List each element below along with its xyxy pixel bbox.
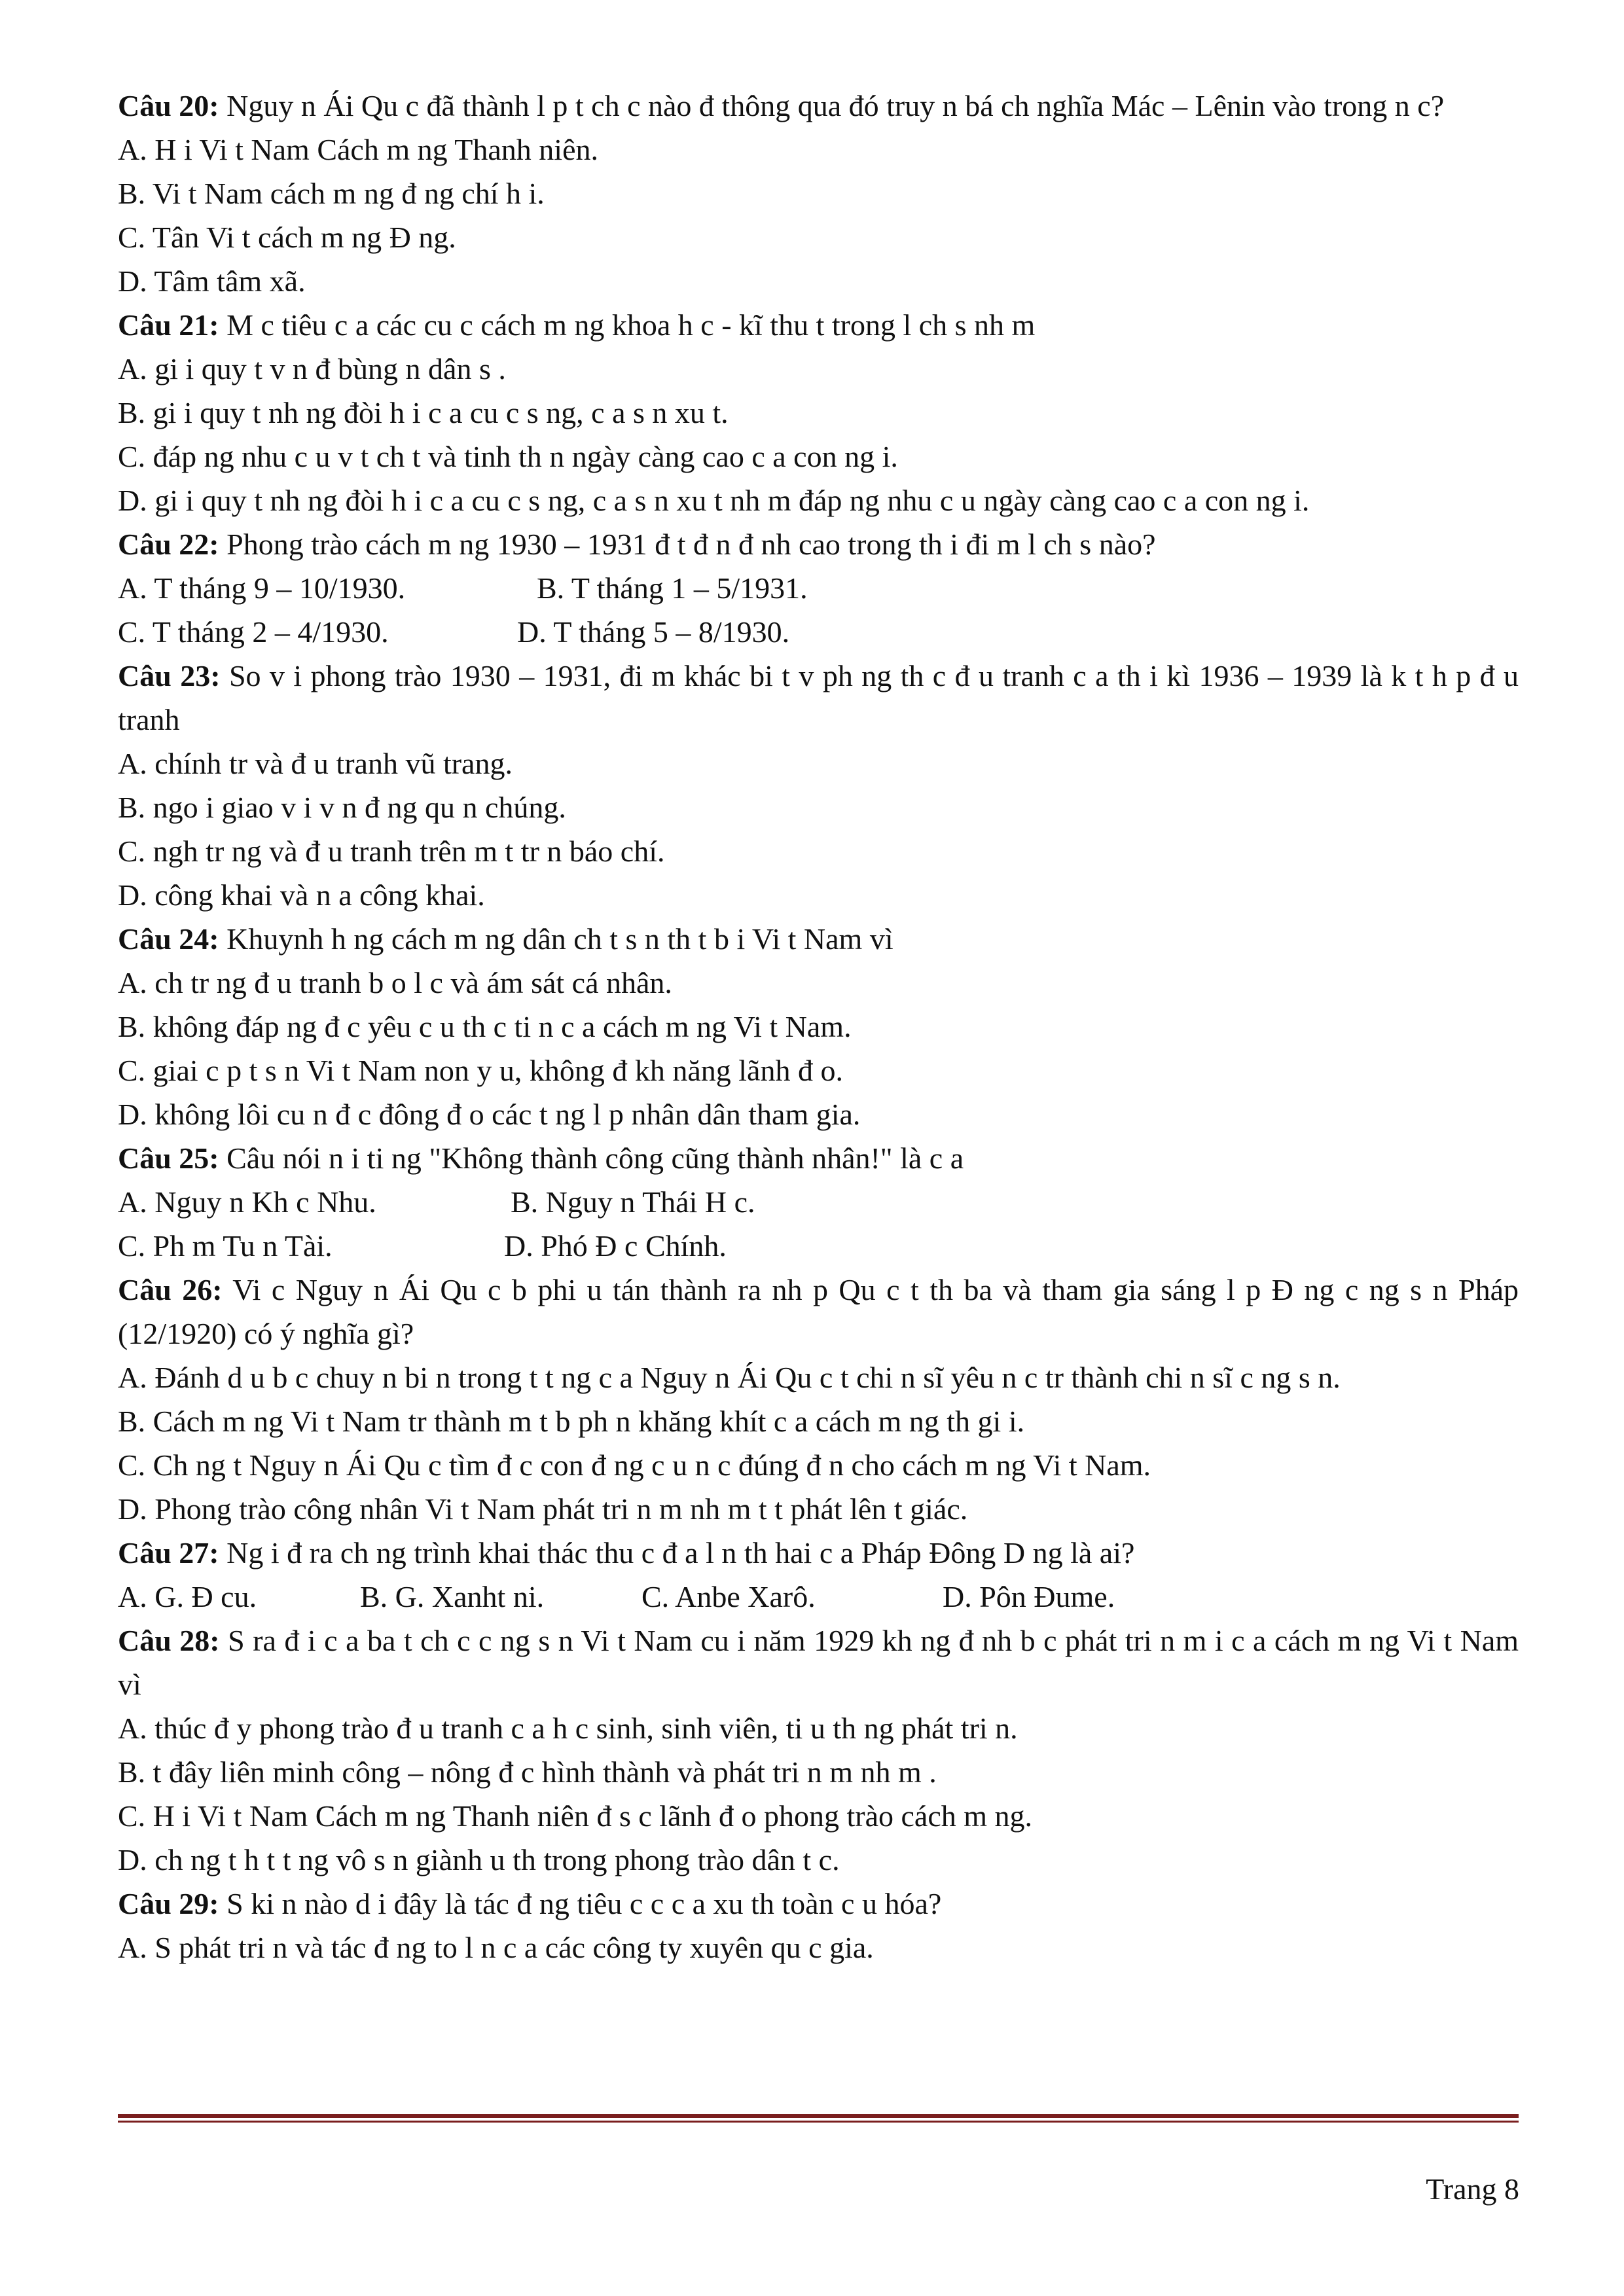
option-row [118,1224,1519,1268]
question-number: Câu 25: [118,1141,219,1175]
option-b: B. Vi t Nam cách m ng đ ng chí h i. [118,177,545,210]
page-number: Trang 8 [1426,2172,1519,2206]
option-row [118,610,1519,654]
option-c: C. Ch ng t Nguy n Ái Qu c tìm đ c con đ ng c u n c đúng đ n cho cách m ng Vi t Nam. [118,1448,1151,1482]
option-row [118,566,1519,610]
question-23 [118,654,1519,917]
option-d: D. công khai và n a công khai. [118,878,485,912]
question-number: Câu 27: [118,1536,219,1570]
question-number: Câu 22: [118,528,219,561]
question-29 [118,1882,1519,1969]
question-text: Vi c Nguy n Ái Qu c b phi u tán thành ra nh p Qu c t th ba và tham gia sáng l p Đ ng c ng s n Pháp (12/1920) có ý nghĩa gì? [118,1273,1519,1350]
option-c: C. Ph m Tu n Tài. [118,1229,333,1263]
question-text: S ki n nào d i đây là tác đ ng tiêu c c c a xu th toàn c u hóa? [226,1887,942,1920]
option-row [118,1180,1519,1224]
question-text: So v i phong trào 1930 – 1931, đi m khác bi t v ph ng th c đ u tranh c a th i kì 1936 – 1939 là k t h p đ u tranh [118,659,1519,736]
option-d: D. T tháng 5 – 8/1930. [517,615,790,649]
option-a: A. Nguy n Kh c Nhu. [118,1185,376,1219]
question-25 [118,1136,1519,1268]
option-d: D. Tâm tâm xã. [118,264,306,298]
option-a: A. thúc đ y phong trào đ u tranh c a h c sinh, sinh viên, ti u th ng phát tri n. [118,1712,1018,1745]
question-list [118,84,1519,1969]
option-b: B. ngo i giao v i v n đ ng qu n chúng. [118,791,566,824]
question-text: Khuynh h ng cách m ng dân ch t s n th t b i Vi t Nam vì [226,922,893,956]
question-21 [118,303,1519,522]
question-number: Câu 20: [118,89,219,122]
option-b: B. không đáp ng đ c yêu c u th c ti n c a cách m ng Vi t Nam. [118,1010,852,1043]
option-b: B. Nguy n Thái H c. [511,1185,755,1219]
option-c: C. giai c p t s n Vi t Nam non y u, không đ kh năng lãnh đ o. [118,1054,843,1087]
option-a: A. chính tr và đ u tranh vũ trang. [118,747,513,780]
option-b: B. t đây liên minh công – nông đ c hình thành và phát tri n m nh m . [118,1755,937,1789]
footer-rule-thick [118,2114,1519,2118]
option-d: D. Phong trào công nhân Vi t Nam phát tri n m nh m t t phát lên t giác. [118,1492,968,1526]
option-d: D. Phó Đ c Chính. [504,1229,727,1263]
option-a: A. G. Đ cu. [118,1580,257,1613]
option-a: A. S phát tri n và tác đ ng to l n c a các công ty xuyên qu c gia. [118,1931,874,1964]
option-c: C. đáp ng nhu c u v t ch t và tinh th n ngày càng cao c a con ng i. [118,440,898,473]
question-number: Câu 23: [118,659,221,692]
option-b: B. G. Xanht ni. [360,1580,545,1613]
question-28 [118,1619,1519,1882]
question-22 [118,522,1519,654]
option-a: A. T tháng 9 – 10/1930. [118,571,406,605]
question-24 [118,917,1519,1136]
option-d: D. gi i quy t nh ng đòi h i c a cu c s ng, c a s n xu t nh m đáp ng nhu c u ngày càng cao c a con ng i. [118,484,1310,517]
question-20 [118,84,1519,303]
option-a: A. ch tr ng đ u tranh b o l c và ám sát cá nhân. [118,966,672,999]
option-a: A. Đánh d u b c chuy n bi n trong t t ng c a Nguy n Ái Qu c t chi n sĩ yêu n c tr thành chi n sĩ c ng s n. [118,1361,1341,1394]
option-a: A. gi i quy t v n đ bùng n dân s . [118,352,506,386]
question-text: M c tiêu c a các cu c cách m ng khoa h c - kĩ thu t trong l ch s nh m [226,308,1036,342]
option-b: B. gi i quy t nh ng đòi h i c a cu c s ng, c a s n xu t. [118,396,729,429]
footer-rule-thin [118,2121,1519,2123]
option-d: D. ch ng t h t t ng vô s n giành u th trong phong trào dân t c. [118,1843,840,1876]
option-b: B. T tháng 1 – 5/1931. [537,571,808,605]
question-number: Câu 28: [118,1624,220,1657]
option-c: C. ngh tr ng và đ u tranh trên m t tr n báo chí. [118,834,665,868]
question-text: Ng i đ ra ch ng trình khai thác thu c đ a l n th hai c a Pháp Đông D ng là ai? [226,1536,1135,1570]
question-26 [118,1268,1519,1531]
option-d: D. Pôn Đume. [943,1580,1115,1613]
option-c: C. Anbe Xarô. [641,1580,816,1613]
question-text: Phong trào cách m ng 1930 – 1931 đ t đ n đ nh cao trong th i đi m l ch s nào? [226,528,1156,561]
question-number: Câu 21: [118,308,219,342]
question-number: Câu 29: [118,1887,219,1920]
question-number: Câu 26: [118,1273,223,1306]
option-row [118,1575,1519,1619]
option-c: C. H i Vi t Nam Cách m ng Thanh niên đ s c lãnh đ o phong trào cách m ng. [118,1799,1033,1833]
option-c: C. T tháng 2 – 4/1930. [118,615,389,649]
option-a: A. H i Vi t Nam Cách m ng Thanh niên. [118,133,599,166]
question-27 [118,1531,1519,1619]
question-number: Câu 24: [118,922,219,956]
option-b: B. Cách m ng Vi t Nam tr thành m t b ph n khăng khít c a cách m ng th gi i. [118,1405,1025,1438]
option-c: C. Tân Vi t cách m ng Đ ng. [118,221,456,254]
question-text: Nguy n Ái Qu c đã thành l p t ch c nào đ thông qua đó truy n bá ch nghĩa Mác – Lênin vào trong n c? [226,89,1445,122]
question-text: Câu nói n i ti ng "Không thành công cũng thành nhân!" là c a [226,1141,964,1175]
question-text: S ra đ i c a ba t ch c c ng s n Vi t Nam cu i năm 1929 kh ng đ nh b c phát tri n m i c a cách m ng Vi t Nam vì [118,1624,1519,1701]
option-d: D. không lôi cu n đ c đông đ o các t ng l p nhân dân tham gia. [118,1098,861,1131]
